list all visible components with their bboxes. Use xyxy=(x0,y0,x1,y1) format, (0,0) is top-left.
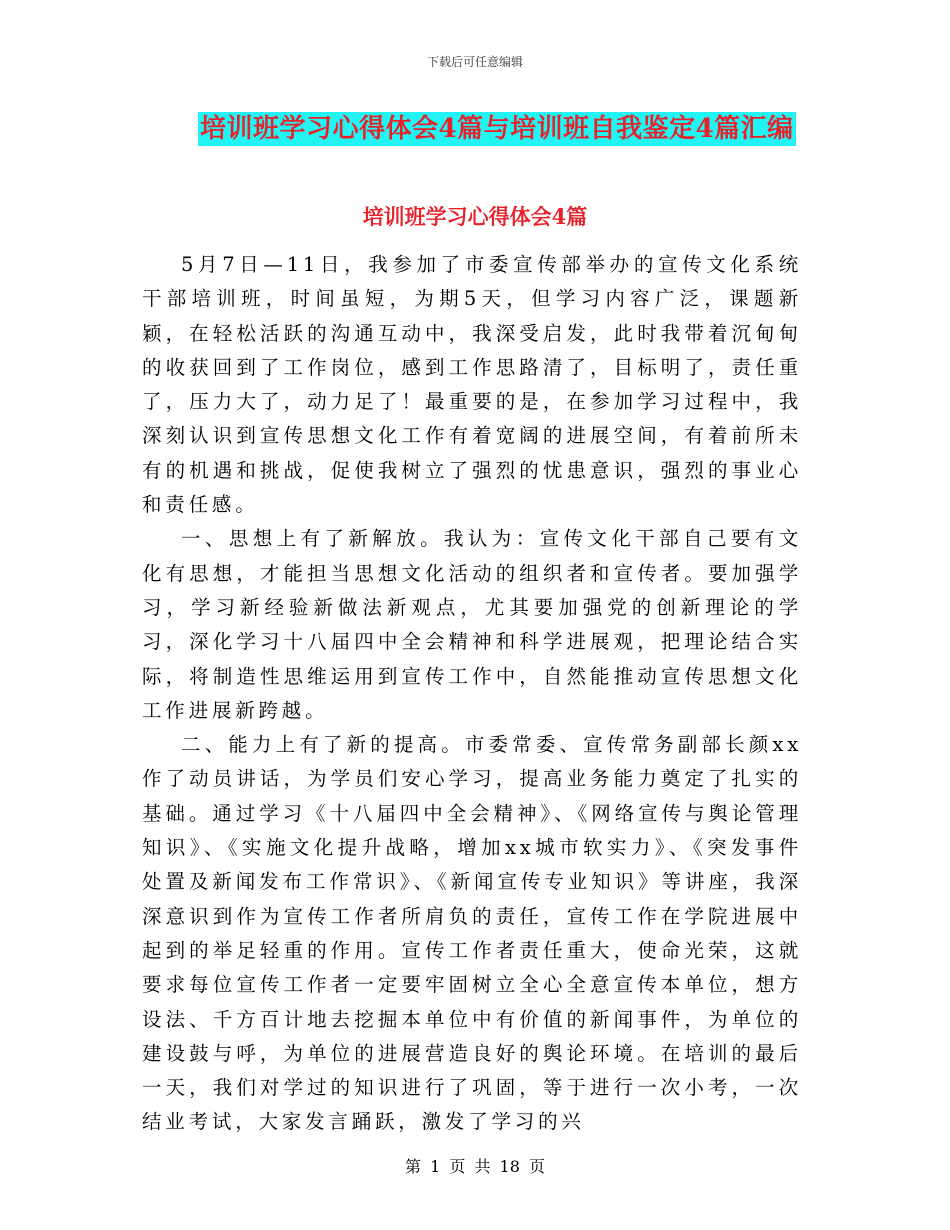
paragraph-section-one: 一、思想上有了新解放。我认为：宣传文化干部自己要有文化有思想，才能担当思想文化活动的组织者和宣传者。要加强学习，学习新经验新做法新观点，尤其要加强党的创新理论的学习，深化学习十八届四中全会精神和科学进展观，把理论结合实际，将制造性思维运用到宣传工作中，自然能推动宣传思想文化工作进展新跨越。 xyxy=(142,527,802,722)
document-title: 培训班学习心得体会4篇与培训班自我鉴定4篇汇编 xyxy=(200,114,794,144)
paragraph-section-two: 二、能力上有了新的提高。市委常委、宣传常务副部长颜xx作了动员讲话，为学员们安心学习，提高业务能力奠定了扎实的基础。通过学习《十八届四中全会精神》、《网络宣传与舆论管理知识》、《实施文化提升战略，增加xx城市软实力》、《突发事件处置及新闻发布工作常识》、《新闻宣传专业知识》等讲座，我深深意识到作为宣传工作者所肩负的责任，宣传工作在学院进展中起到的举足轻重的作用。宣传工作者责任重大，使命光荣，这就要求每位宣传工作者一定要牢固树立全心全意宣传本单位，想方设法、千方百计地去挖掘本单位中有价值的新闻事件，为单位的建设鼓与呼，为单位的进展营造良好的舆论环境。在培训的最后一天，我们对学过的知识进行了巩固，等于进行一次小考，一次结业考试，大家发言踊跃，激发了学习的兴 xyxy=(142,733,802,1134)
header-note: 下载后可任意编辑 xyxy=(426,55,523,69)
paragraph-intro: 5月7日—11日，我参加了市委宣传部举办的宣传文化系统干部培训班，时间虽短，为期5天，但学习内容广泛，课题新颖，在轻松活跃的沟通互动中，我深受启发，此时我带着沉甸甸的收获回到了工作岗位，感到工作思路清了，目标明了，责任重了，压力大了，动力足了！最重要的是，在参加学习过程中，我深刻认识到宣传思想文化工作有着宽阔的进展空间，有着前所未有的机遇和挑战，促使我树立了强烈的忧患意识，强烈的事业心和责任感。 xyxy=(142,253,802,517)
section-title: 培训班学习心得体会4篇 xyxy=(362,204,588,229)
document-body xyxy=(142,248,802,1140)
page-number: 第 1 页 共 18 页 xyxy=(405,1157,545,1176)
